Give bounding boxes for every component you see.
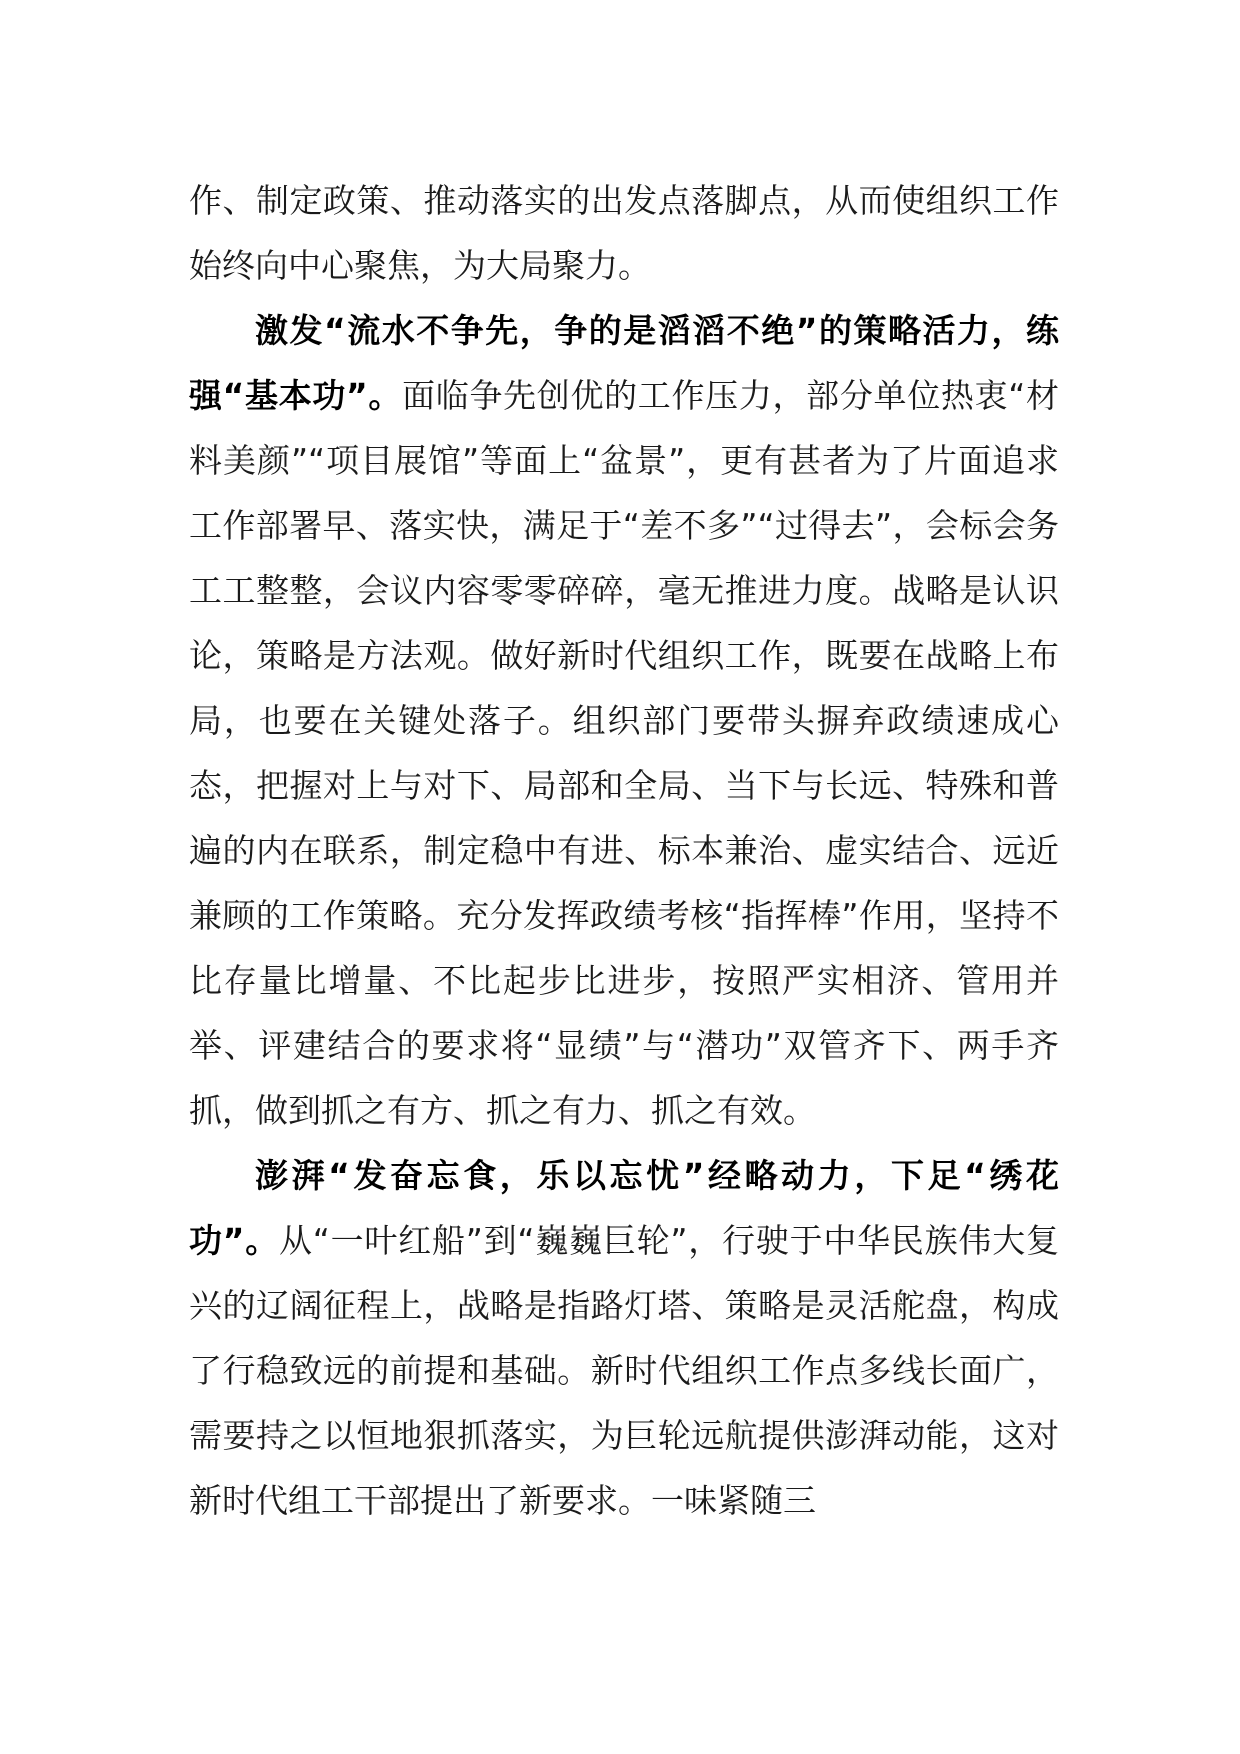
paragraph-body: 从“一叶红船”到“巍巍巨轮”，行驶于中华民族伟大复兴的辽阔征程上，战略是指路灯塔、策略是灵活舵盘，构成了行稳致远的前提和基础。新时代组织工作点多线长面广，需要持之以恒地狠抓落实，为巨轮远航提供澎湃动能，这对新时代组工干部提出了新要求。一味紧随三 — [189, 1221, 1059, 1520]
paragraph-heading: 澎湃“发奋忘食，乐以忘忧”经略动力，下足“绣花功”。 — [189, 1156, 1059, 1260]
paragraph-strategy-vitality — [189, 298, 1059, 1143]
paragraph-body: 作、制定政策、推动落实的出发点落脚点，从而使组织工作始终向中心聚焦，为大局聚力。 — [189, 181, 1059, 285]
document-body — [189, 168, 1059, 1533]
paragraph-continuation — [189, 168, 1059, 298]
paragraph-body: 面临争先创优的工作压力，部分单位热衷“材料美颜”“项目展馆”等面上“盆景”，更有甚者为了片面追求工作部署早、落实快，满足于“差不多”“过得去”，会标会务工工整整，会议内容零零碎碎，毫无推进力度。战略是认识论，策略是方法观。做好新时代组织工作，既要在战略上布局，也要在关键处落子。组织部门要带头摒弃政绩速成心态，把握对上与对下、局部和全局、当下与长远、特殊和普遍的内在联系，制定稳中有进、标本兼治、虚实结合、远近兼顾的工作策略。充分发挥政绩考核“指挥棒”作用，坚持不比存量比增量、不比起步比进步，按照严实相济、管用并举、评建结合的要求将“显绩”与“潜功”双管齐下、两手齐抓，做到抓之有方、抓之有力、抓之有效。 — [189, 376, 1059, 1130]
paragraph-strategy-power — [189, 1143, 1059, 1533]
paragraph-heading: 激发“流水不争先，争的是滔滔不绝”的策略活力，练强“基本功”。 — [189, 311, 1059, 415]
